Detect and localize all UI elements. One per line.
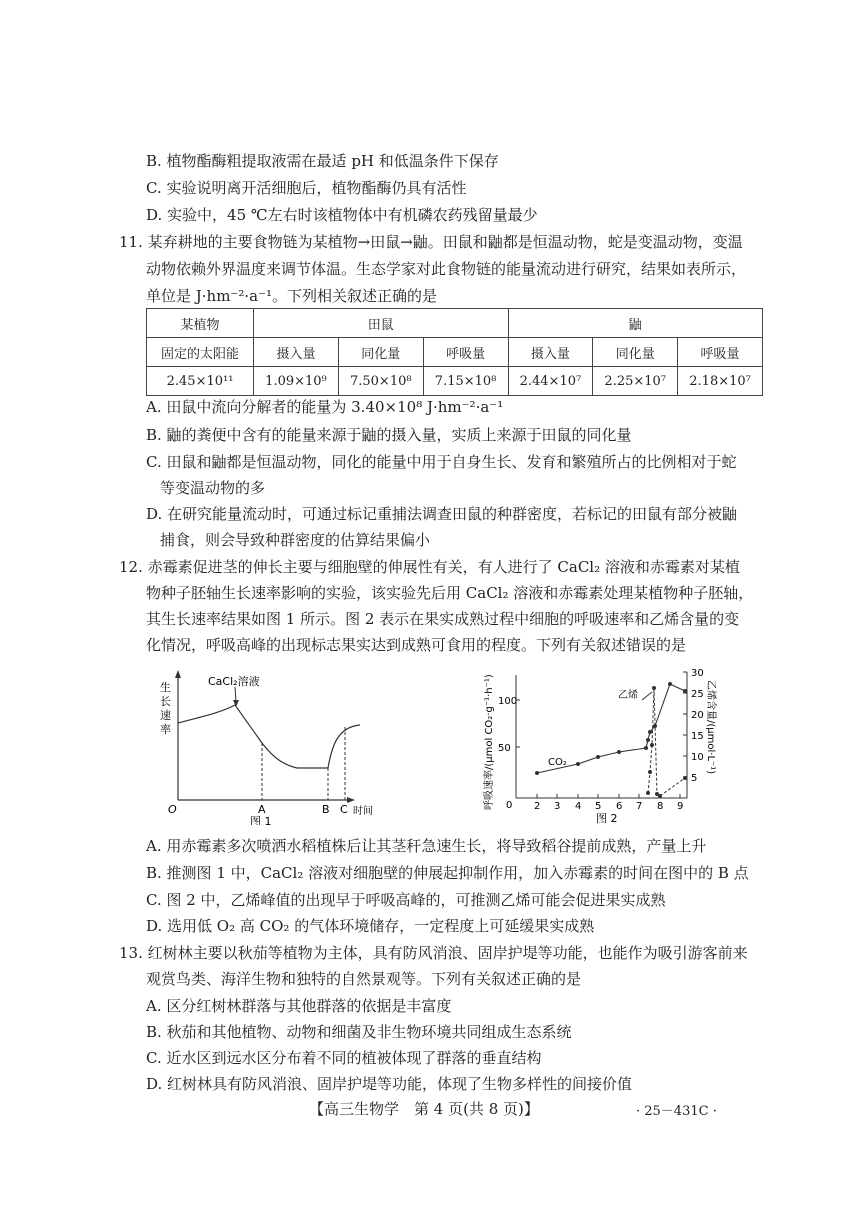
fig2-ethylene-point bbox=[648, 770, 652, 774]
energy-table bbox=[146, 308, 763, 396]
fig2-co2-point bbox=[596, 755, 600, 759]
fig1-ylabel-char: 长 bbox=[160, 695, 171, 708]
table-cell: 2.25×10⁷ bbox=[593, 367, 678, 396]
q11-option-a: A. 田鼠中流向分解者的能量为 3.40×10⁸ J·hm⁻²·a⁻¹ bbox=[146, 398, 504, 416]
fig2-ylabel-right: 乙烯含量/(μmol·L⁻¹) bbox=[705, 680, 716, 775]
q11-option-c-line2: 等变温动物的多 bbox=[160, 479, 266, 497]
table-header: 呼吸量 bbox=[678, 338, 763, 367]
fig2-ethylene-label: 乙烯 bbox=[618, 690, 638, 701]
table-group-plant: 某植物 bbox=[147, 309, 254, 338]
fig2-origin: 0 bbox=[506, 800, 513, 811]
fig1-x-arrow bbox=[347, 797, 355, 803]
table-row bbox=[147, 338, 763, 367]
fig2-ethylene-point bbox=[683, 776, 687, 780]
figure-2 bbox=[470, 660, 730, 828]
q12-option-a: A. 用赤霉素多次喷洒水稻植株后让其茎秆急速生长，将导致稻谷提前成熟，产量上升 bbox=[146, 837, 707, 855]
fig2-x-tick-label: 8 bbox=[657, 801, 664, 812]
q11-option-d-line2: 捕食，则会导致种群密度的估算结果偏小 bbox=[160, 531, 431, 549]
q13-option-d: D. 红树林具有防风消浪、固岸护堤等功能，体现了生物多样性的间接价值 bbox=[146, 1075, 633, 1093]
fig2-left-tick-label: 50 bbox=[498, 743, 511, 754]
q12-option-c: C. 图 2 中，乙烯峰值的出现早于呼吸高峰的，可推测乙烯可能会促进果实成熟 bbox=[146, 891, 666, 909]
q10-option-c: C. 实验说明离开活细胞后，植物酯酶仍具有活性 bbox=[146, 179, 467, 197]
table-row bbox=[147, 309, 763, 338]
q10-option-d: D. 实验中，45 ℃左右时该植物体中有机磷农药残留量最少 bbox=[146, 206, 538, 224]
fig2-ethylene-point bbox=[646, 791, 650, 795]
fig2-ethylene-line bbox=[648, 688, 685, 796]
fig2-x-tick-label: 4 bbox=[575, 801, 582, 812]
table-cell: 7.50×10⁸ bbox=[338, 367, 423, 396]
q11-stem-line3: 单位是 J·hm⁻²·a⁻¹。下列相关叙述正确的是 bbox=[146, 287, 438, 305]
q13-option-b: B. 秋茄和其他植物、动物和细菌及非生物环境共同组成生态系统 bbox=[146, 1023, 572, 1041]
q11-option-c-line1: C. 田鼠和鼬都是恒温动物，同化的能量中用于自身生长、发育和繁殖所占的比例相对于蛇 bbox=[146, 453, 737, 471]
fig2-x-tick-label: 5 bbox=[595, 801, 602, 812]
q11-stem-line2: 动物依赖外界温度来调节体温。生态学家对此食物链的能量流动进行研究，结果如表所示， bbox=[146, 260, 747, 278]
q10-option-b: B. 植物酯酶粗提取液需在最适 pH 和低温条件下保存 bbox=[146, 152, 499, 170]
fig2-co2-label: CO₂ bbox=[548, 757, 567, 768]
fig2-co2-point bbox=[576, 762, 580, 766]
table-row bbox=[147, 367, 763, 396]
fig2-co2-point bbox=[646, 738, 650, 742]
fig1-tick-b: B bbox=[322, 803, 330, 816]
fig1-caption: 图 1 bbox=[250, 815, 272, 825]
q12-option-d: D. 选用低 O₂ 高 CO₂ 的气体环境储存，一定程度上可延缓果实成熟 bbox=[146, 917, 595, 935]
fig2-co2-point bbox=[535, 771, 539, 775]
fig1-ylabel-char: 速 bbox=[160, 709, 171, 722]
fig2-right-tick-label: 5 bbox=[691, 773, 698, 784]
fig2-right-tick-label: 25 bbox=[691, 689, 704, 700]
table-cell: 2.44×10⁷ bbox=[508, 367, 593, 396]
table-cell: 7.15×10⁸ bbox=[423, 367, 508, 396]
fig1-tick-a: A bbox=[258, 803, 266, 816]
fig2-right-tick-label: 20 bbox=[691, 710, 704, 721]
table-group-weasel: 鼬 bbox=[508, 309, 763, 338]
fig1-growth-curve bbox=[178, 705, 360, 768]
q13-stem-line1: 13. 红树林主要以秋茄等植物为主体，具有防风消浪、固岸护堤等功能，也能作为吸引游客前来 bbox=[119, 944, 748, 962]
footer-code: · 25－431C · bbox=[636, 1104, 717, 1119]
fig2-x-tick-label: 6 bbox=[616, 801, 623, 812]
fig1-y-arrow bbox=[175, 670, 181, 678]
fig2-x-tick-label: 3 bbox=[554, 801, 561, 812]
fig2-ylabel-left: 呼吸速率/(μmol CO₂·g⁻¹·h⁻¹) bbox=[484, 674, 495, 810]
fig2-ethylene-leader bbox=[642, 692, 652, 700]
table-header: 同化量 bbox=[593, 338, 678, 367]
q11-stem-line1: 11. 某弃耕地的主要食物链为某植物→田鼠→鼬。田鼠和鼬都是恒温动物，蛇是变温动物，变温 bbox=[119, 233, 743, 251]
fig1-ylabel-char: 生 bbox=[160, 681, 171, 694]
q12-option-b: B. 推测图 1 中，CaCl₂ 溶液对细胞壁的伸展起抑制作用，加入赤霉素的时间在图中的 B 点 bbox=[146, 864, 749, 882]
table-header: 固定的太阳能 bbox=[147, 338, 254, 367]
fig1-origin: O bbox=[168, 803, 177, 816]
fig1-tick-c: C bbox=[340, 803, 348, 816]
table-group-vole: 田鼠 bbox=[254, 309, 508, 338]
fig2-ethylene-point bbox=[652, 686, 656, 690]
q12-stem-line1: 12. 赤霉素促进茎的伸长主要与细胞壁的伸展性有关，有人进行了 CaCl₂ 溶液和赤霉素对某植 bbox=[119, 558, 740, 576]
fig2-right-tick-label: 30 bbox=[691, 668, 704, 679]
fig2-co2-point bbox=[648, 730, 652, 734]
fig2-left-tick-label: 100 bbox=[498, 696, 518, 707]
q12-stem-line2: 物种子胚轴生长速率影响的实验，该实验先后用 CaCl₂ 溶液和赤霉素处理某植物种子胚轴， bbox=[146, 584, 754, 602]
fig2-co2-point bbox=[683, 689, 687, 693]
fig1-xlabel: 时间 bbox=[353, 806, 373, 817]
table-header: 呼吸量 bbox=[423, 338, 508, 367]
fig1-ylabel-char: 率 bbox=[160, 723, 171, 736]
q13-stem-line2: 观赏鸟类、海洋生物和独特的自然景观等。下列有关叙述正确的是 bbox=[146, 970, 582, 988]
fig2-x-tick-label: 2 bbox=[534, 801, 541, 812]
fig2-co2-point bbox=[644, 746, 648, 750]
figure-1 bbox=[150, 665, 390, 825]
fig2-ethylene-point bbox=[658, 794, 662, 798]
fig2-right-tick-label: 15 bbox=[691, 731, 704, 742]
table-cell: 2.18×10⁷ bbox=[678, 367, 763, 396]
table-header: 同化量 bbox=[338, 338, 423, 367]
q11-option-b: B. 鼬的粪便中含有的能量来源于鼬的摄入量，实质上来源于田鼠的同化量 bbox=[146, 426, 632, 444]
fig2-ethylene-point bbox=[650, 743, 654, 747]
q11-option-d-line1: D. 在研究能量流动时，可通过标记重捕法调查田鼠的种群密度，若标记的田鼠有部分被鼬 bbox=[146, 505, 738, 523]
q13-option-c: C. 近水区到远水区分布着不同的植被体现了群落的垂直结构 bbox=[146, 1049, 542, 1067]
table-cell: 1.09×10⁹ bbox=[254, 367, 339, 396]
fig2-x-tick-label: 7 bbox=[636, 801, 643, 812]
q12-stem-line4: 化情况，呼吸高峰的出现标志果实达到成熟可食用的程度。下列有关叙述错误的是 bbox=[146, 636, 687, 654]
footer-page-info: 【高三生物学 第 4 页(共 8 页)】 bbox=[309, 1100, 539, 1118]
fig2-co2-point bbox=[617, 750, 621, 754]
fig1-annotation: CaCl₂溶液 bbox=[208, 675, 260, 688]
table-cell: 2.45×10¹¹ bbox=[147, 367, 254, 396]
table-header: 摄入量 bbox=[254, 338, 339, 367]
fig2-co2-point bbox=[668, 682, 672, 686]
q12-stem-line3: 其生长速率结果如图 1 所示。图 2 表示在果实成熟过程中细胞的呼吸速率和乙烯含量的变 bbox=[146, 610, 740, 628]
table-header: 摄入量 bbox=[508, 338, 593, 367]
fig2-x-tick-label: 9 bbox=[677, 801, 684, 812]
fig2-right-tick-label: 10 bbox=[691, 752, 704, 763]
fig2-caption: 图 2 bbox=[596, 812, 618, 825]
q13-option-a: A. 区分红树林群落与其他群落的依据是丰富度 bbox=[146, 997, 452, 1015]
